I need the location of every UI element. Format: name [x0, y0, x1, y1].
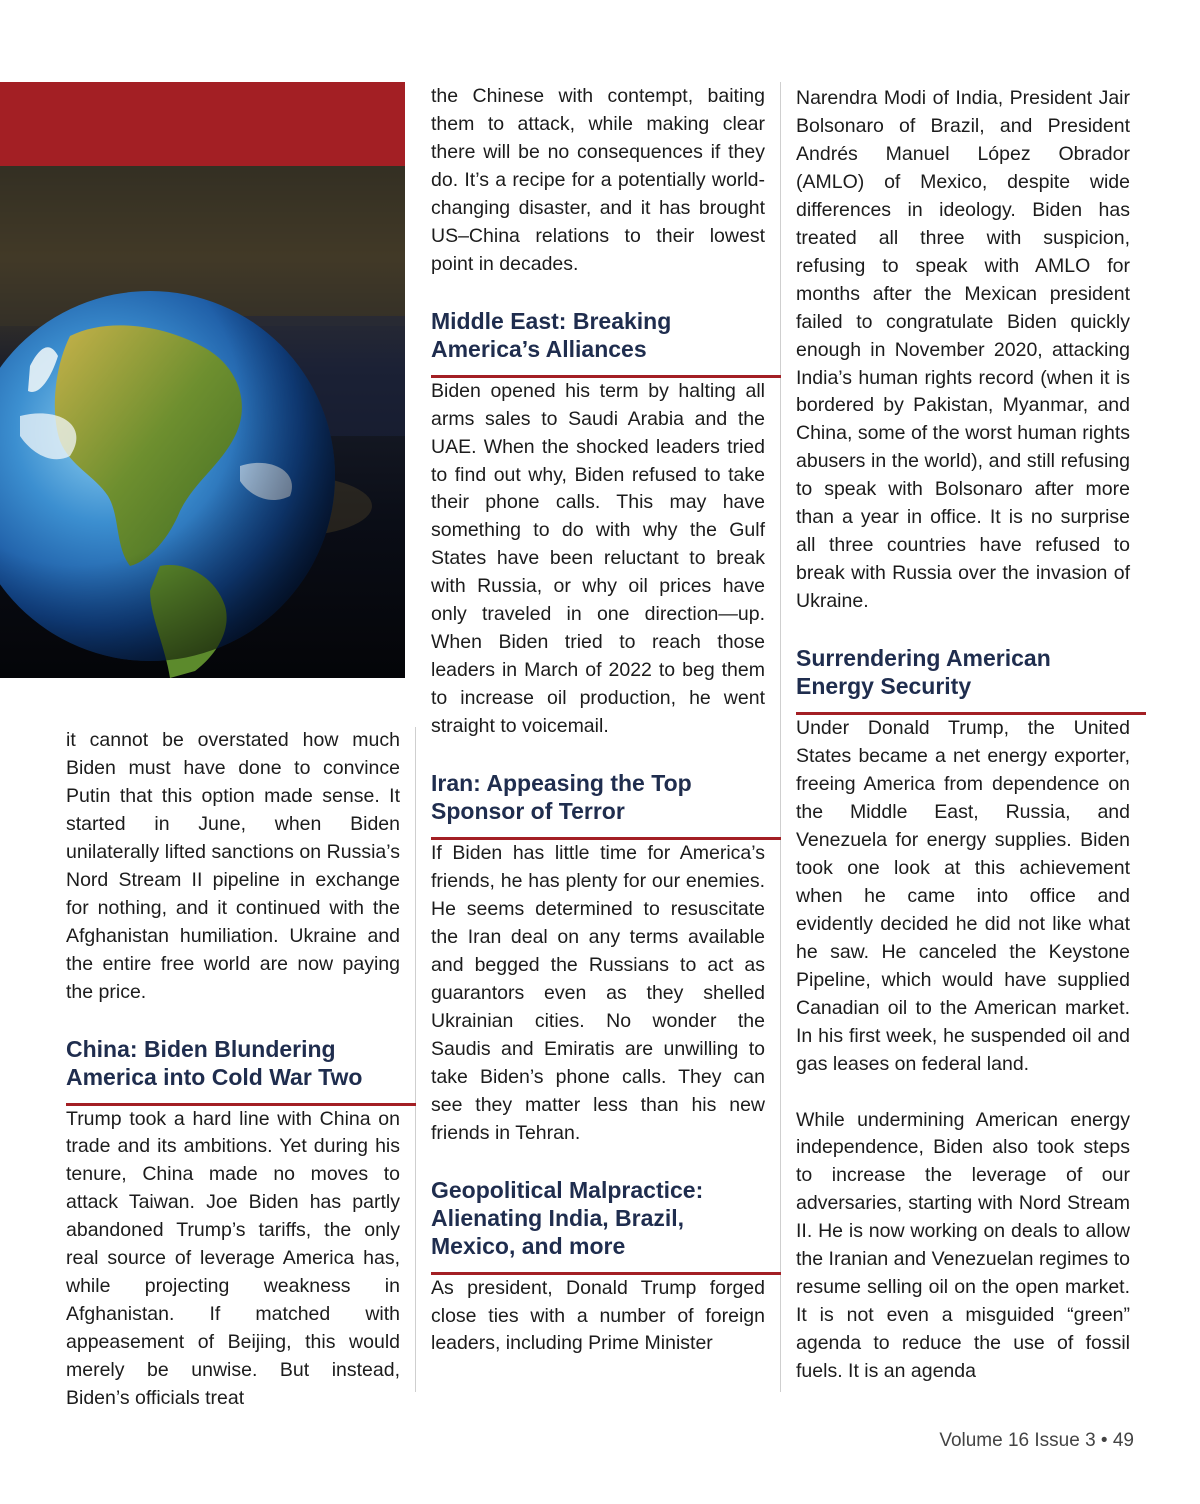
paragraph: Under Donald Trump, the United States became a net energy exporter, freeing America from dependence on the Middle East, Russia, and Venezuela for energy supplies. Biden took one look at this achievement when he came into office and evidently decided he did not like what he saw. He canceled the Keystone Pipeline, which would have supplied Canadian oil to the American market. In his first week, he suspended oil and gas leases on federal land. [796, 717, 1130, 1075]
paragraph: If Biden has little time for America’s friends, he has plenty for our enemies. He seems determined to resuscitate the Iran deal on any terms available and begged the Russians to act as guarantors even as they shelled Ukrainian cities. No wonder the Saudis and Emiratis are unwilling to take Biden’s phone calls. They can see they matter less than his new friends in Tehran. [431, 842, 765, 1144]
section-heading-energy: Surrendering American Energy Security [796, 645, 1051, 700]
column-divider [780, 82, 781, 1392]
paragraph: Trump took a hard line with China on trade and its ambitions. Yet during his tenure, China made no moves to attack Taiwan. Joe Biden has partly abandoned Trump’s tariffs, the only real source of leverage America has, while projecting weakness in Afghanistan. If matched with appeasement of Beijing, this would merely be unwise. But instead, Biden’s officials treat [66, 1107, 400, 1410]
article-column-3 [796, 85, 1130, 1386]
paragraph: it cannot be overstated how much Biden must have done to convince Putin that this option made sense. It started in June, when Biden unilaterally lifted sanctions on Russia’s Nord Stream II pipeline in exchange for nothing, and it continued with the Afghanistan humiliation. Ukraine and the entire free world are now paying the price. [66, 729, 400, 1003]
globe-icon [0, 166, 405, 678]
page-footer: Volume 16 Issue 3 • 49 [939, 1430, 1134, 1451]
section-heading-middle-east: Middle East: Breaking America’s Alliances [431, 307, 672, 362]
section-heading-iran: Iran: Appeasing the Top Sponsor of Terror [431, 770, 692, 825]
paragraph: the Chinese with contempt, baiting them to attack, while making clear there will be no consequences if they do. It’s a recipe for a potentially world-changing disaster, and it has brought US–China relations to their lowest point in decades. [431, 85, 765, 275]
earth-globe-image [0, 166, 405, 678]
paragraph: As president, Donald Trump forged close ties with a number of foreign leaders, including Prime Minister [431, 1276, 765, 1355]
column-divider [415, 727, 416, 1392]
article-column-2 [431, 83, 765, 1358]
paragraph: While undermining American energy independence, Biden also took steps to increase the leverage of our adversaries, starting with Nord Stream II. He is now working on deals to allow the Iranian and Venezuelan regimes to resume selling oil on the open market. It is not even a misguided “green” agenda to reduce the use of fossil fuels. It is an agenda [796, 1108, 1130, 1383]
red-banner [0, 82, 405, 166]
section-heading-geopolitical: Geopolitical Malpractice: Alienating India, Brazil, Mexico, and more [431, 1176, 704, 1259]
section-heading-china: China: Biden Blundering America into Cold War Two [66, 1035, 363, 1090]
article-column-1 [66, 727, 400, 1413]
paragraph: Biden opened his term by halting all arms sales to Saudi Arabia and the UAE. When the shocked leaders tried to find out why, Biden refused to take their phone calls. This may have something to do with why the Gulf States have been reluctant to break with Russia, or why oil prices have only traveled in one direction—up. When Biden tried to reach those leaders in March of 2022 to beg them to increase oil production, he went straight to voicemail. [431, 379, 765, 738]
paragraph: Narendra Modi of India, President Jair Bolsonaro of Brazil, and President Andrés Manuel López Obrador (AMLO) of Mexico, despite wide differences in ideology. Biden has treated all three with suspicion, refusing to speak with AMLO for months after the Mexican president failed to congratulate Biden quickly enough in November 2020, attacking India’s human rights record (when it is bordered by Pakistan, Myanmar, and China, some of the worst human rights abusers in the world), and still refusing to speak with Bolsonaro after more than a year in office. It is no surprise all three countries have refused to break with Russia over the invasion of Ukraine. [796, 87, 1130, 613]
